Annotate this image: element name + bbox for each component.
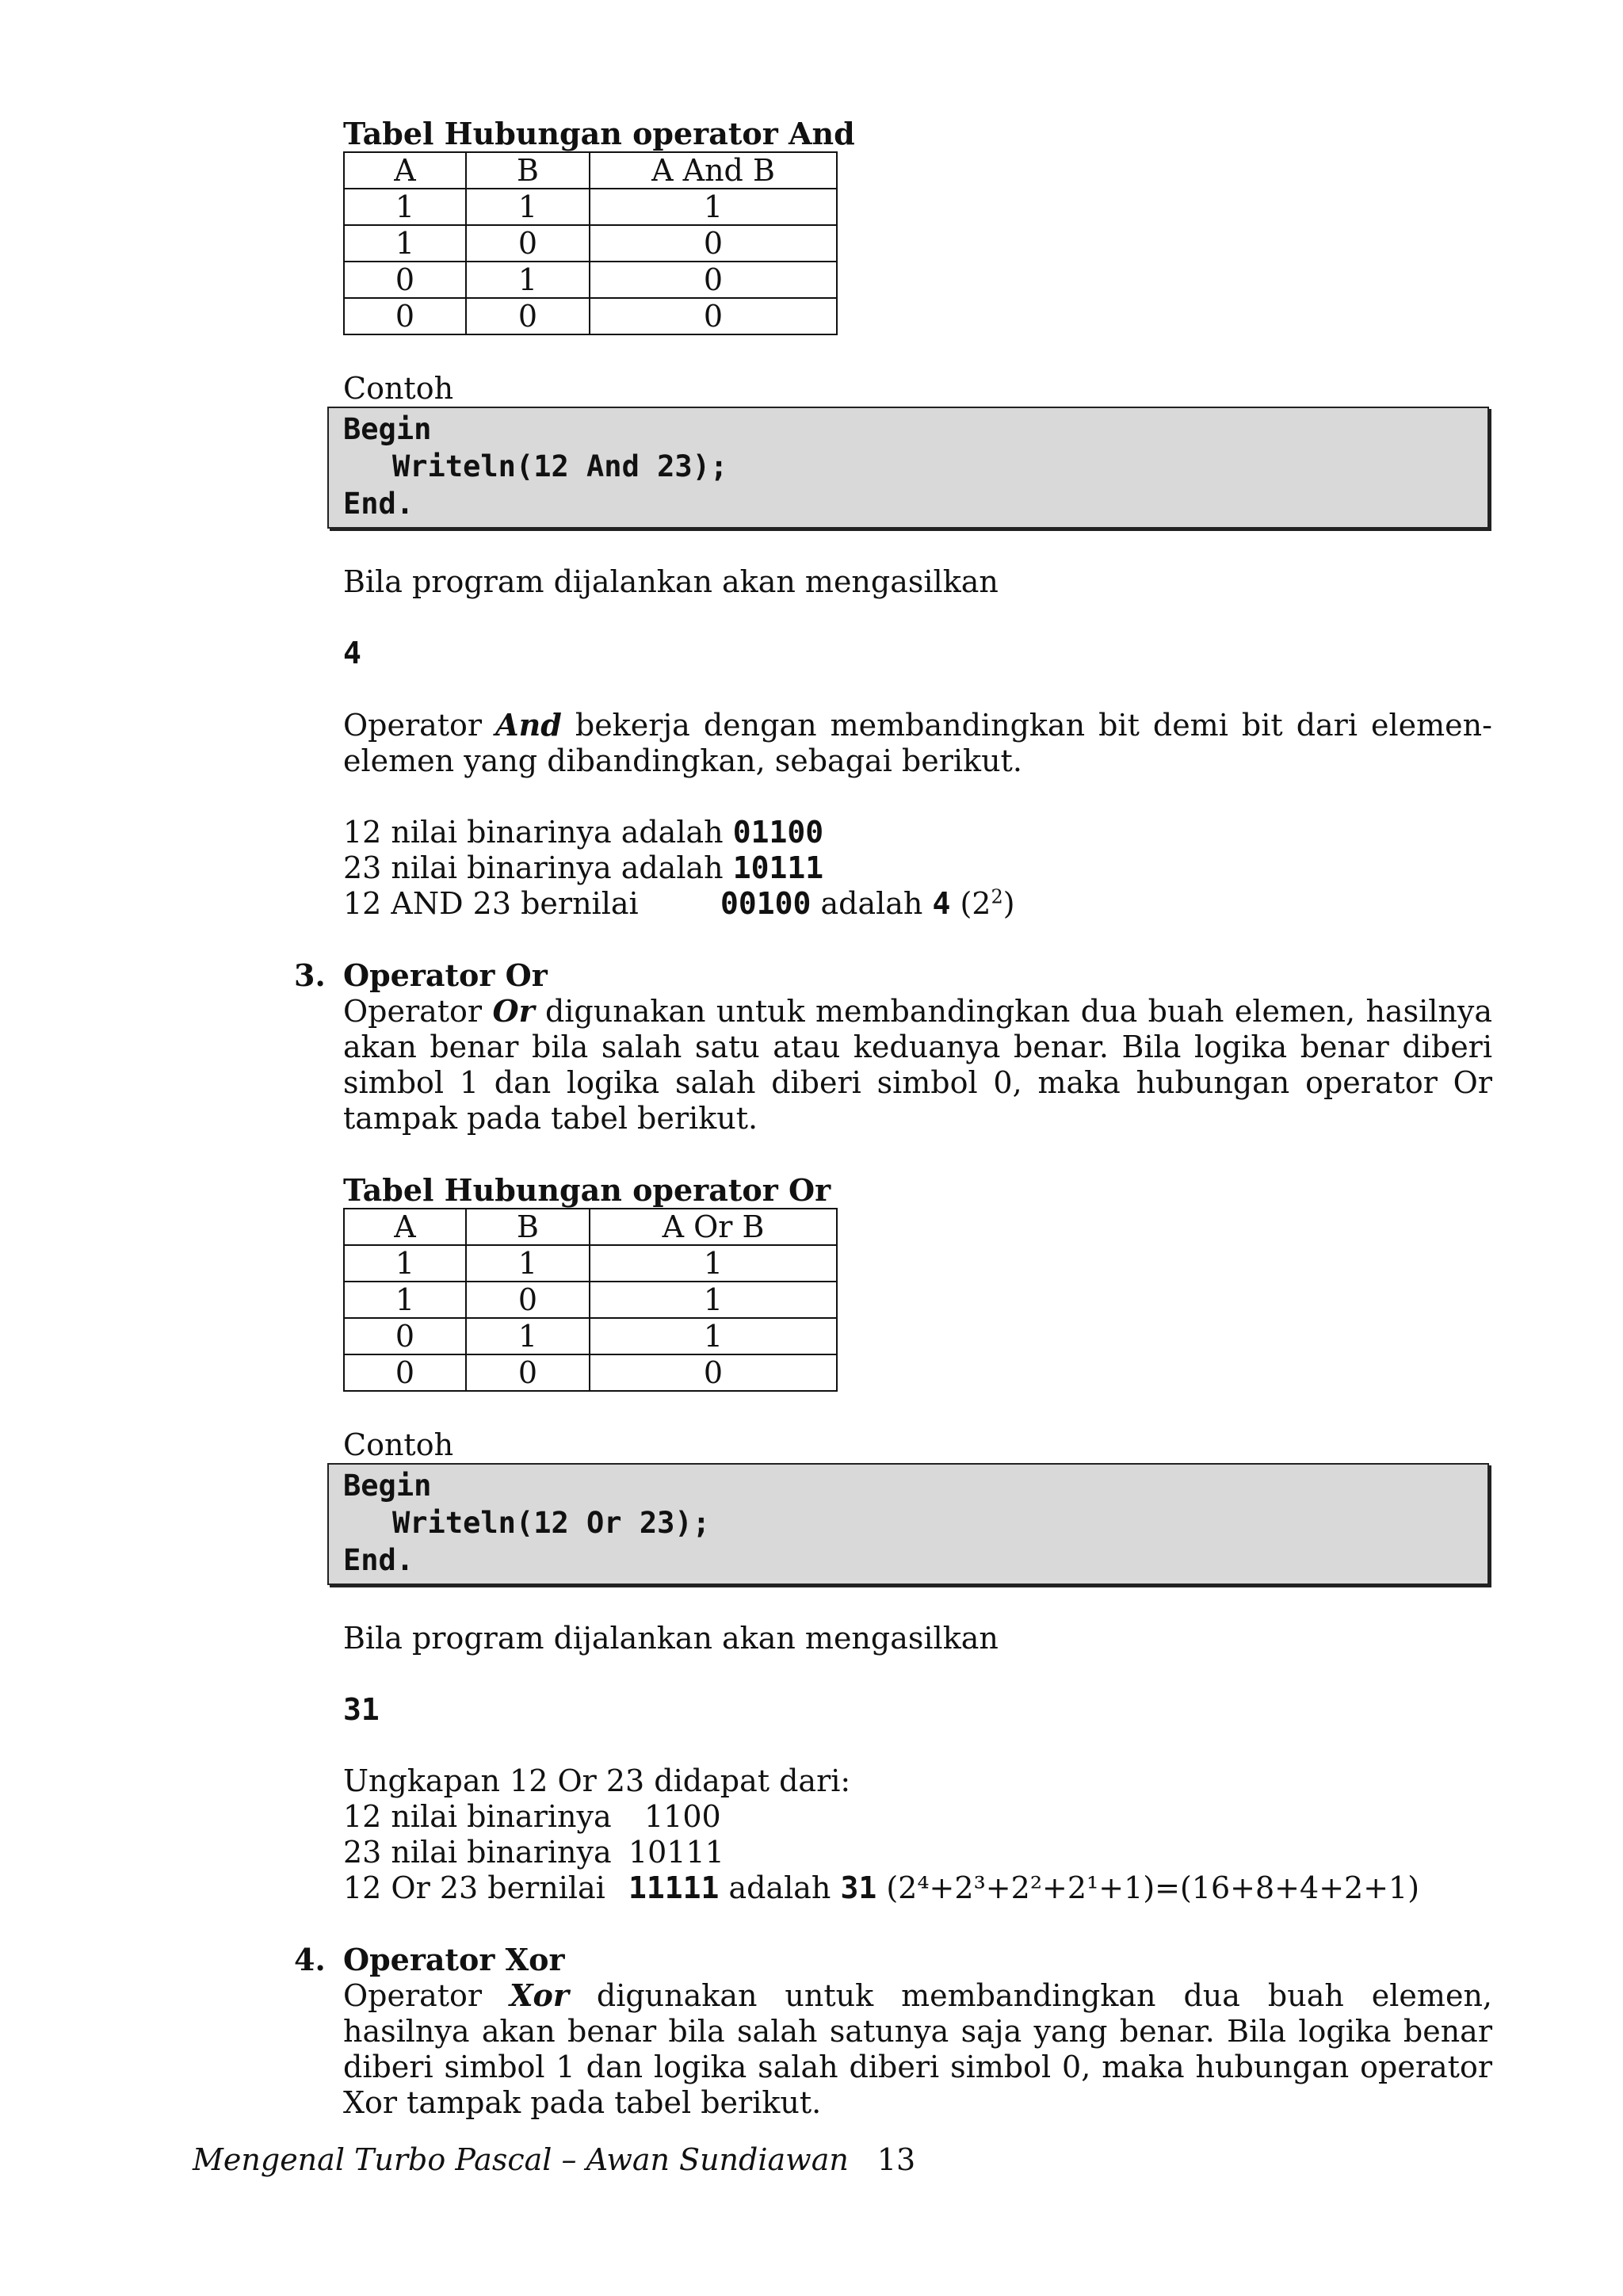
table-cell: 1 bbox=[344, 1245, 466, 1282]
code-line: End. bbox=[343, 1543, 414, 1577]
table-cell: 1 bbox=[590, 1282, 837, 1318]
table-header-row bbox=[344, 1209, 837, 1245]
section-title: Operator Or bbox=[343, 957, 548, 993]
table-row bbox=[344, 262, 837, 298]
and-result-row bbox=[343, 886, 1492, 922]
or-code-block bbox=[327, 1463, 1489, 1585]
binary-label: 12 nilai binarinya adalah bbox=[343, 815, 733, 850]
binary-value: 10111 bbox=[628, 1835, 724, 1870]
page-content bbox=[294, 116, 1492, 2121]
table-cell: 1 bbox=[590, 1245, 837, 1282]
code-line: Writeln(12 And 23); bbox=[392, 449, 728, 483]
table-cell: 0 bbox=[590, 262, 837, 298]
table-header-row bbox=[344, 152, 837, 189]
table-cell: 0 bbox=[344, 1318, 466, 1354]
or-output: 31 bbox=[343, 1692, 380, 1727]
section-title: Operator Xor bbox=[343, 1942, 565, 1977]
and-code-block bbox=[327, 407, 1489, 529]
section-number: 3. bbox=[294, 957, 326, 993]
footer-title: Mengenal Turbo Pascal – Awan Sundiawan bbox=[193, 2142, 849, 2177]
table-cell: 0 bbox=[590, 298, 837, 334]
table-cell: 1 bbox=[466, 262, 590, 298]
table-cell: 0 bbox=[590, 225, 837, 262]
table-cell: 0 bbox=[466, 225, 590, 262]
operator-name: Or bbox=[492, 993, 535, 1029]
desc-text: digunakan untuk membandingkan dua buah elemen, hasilnya akan benar bila salah satu atau keduanya benar. Bila logika benar diberi simbol 1 dan logika salah diberi simbol 0, maka hubungan operator Or tampak pada tabel berikut. bbox=[343, 994, 1492, 1136]
and-table-title: Tabel Hubungan operator And bbox=[343, 116, 855, 151]
result-label: 12 AND 23 bernilai bbox=[343, 886, 639, 921]
page-number: 13 bbox=[876, 2142, 916, 2177]
page-footer bbox=[193, 2142, 915, 2178]
or-derivation-title: Ungkapan 12 Or 23 didapat dari: bbox=[343, 1763, 851, 1798]
table-cell: 1 bbox=[590, 1318, 837, 1354]
binary-label: 23 nilai binarinya adalah bbox=[343, 850, 733, 885]
operator-name: Xor bbox=[510, 1977, 569, 2013]
or-binary-row bbox=[343, 1799, 1492, 1835]
table-row bbox=[344, 1282, 837, 1318]
binary-label: 12 nilai binarinya bbox=[343, 1799, 612, 1834]
result-bits: 00100 bbox=[720, 886, 812, 921]
table-cell: 1 bbox=[466, 1318, 590, 1354]
header-cell: A Or B bbox=[590, 1209, 837, 1245]
and-run-text: Bila program dijalankan akan mengasilkan bbox=[343, 564, 999, 599]
header-cell: A bbox=[344, 152, 466, 189]
binary-value: 1100 bbox=[644, 1799, 721, 1834]
or-truth-table bbox=[343, 1208, 838, 1392]
table-cell: 1 bbox=[344, 1282, 466, 1318]
and-example-label: Contoh bbox=[343, 371, 454, 406]
table-cell: 1 bbox=[590, 189, 837, 225]
desc-text: digunakan untuk membandingkan dua buah elemen, hasilnya akan benar bila salah satunya saja yang benar. Bila logika benar diberi simbol 1 dan logika salah diberi simbol 0, maka hubungan operator Xor tampak pada tabel berikut. bbox=[343, 1978, 1492, 2120]
operator-name: And bbox=[495, 707, 562, 743]
table-cell: 1 bbox=[466, 189, 590, 225]
header-cell: A bbox=[344, 1209, 466, 1245]
table-cell: 0 bbox=[466, 1354, 590, 1391]
and-truth-table bbox=[343, 151, 838, 335]
result-text: (2 bbox=[950, 886, 991, 921]
table-cell: 1 bbox=[344, 189, 466, 225]
xor-description bbox=[343, 1977, 1492, 2121]
code-line: Begin bbox=[343, 1469, 432, 1503]
or-run-text: Bila program dijalankan akan mengasilkan bbox=[343, 1621, 999, 1656]
result-bits: 11111 bbox=[628, 1870, 720, 1905]
desc-text: bekerja dengan membandingkan bit demi bit dari elemen-elemen yang dibandingkan, sebagai berikut. bbox=[343, 708, 1492, 778]
result-text: ) bbox=[1002, 886, 1015, 921]
code-line: Begin bbox=[343, 412, 432, 446]
result-label: 12 Or 23 bernilai bbox=[343, 1870, 605, 1905]
code-line: End. bbox=[343, 487, 414, 521]
result-text: adalah bbox=[811, 886, 933, 921]
and-output: 4 bbox=[343, 636, 361, 670]
table-row bbox=[344, 298, 837, 334]
or-result-row bbox=[343, 1870, 1492, 1906]
and-description bbox=[343, 707, 1492, 779]
or-binary-row bbox=[343, 1835, 1492, 1870]
table-row bbox=[344, 1354, 837, 1391]
desc-text: Operator bbox=[343, 708, 496, 743]
or-table-title: Tabel Hubungan operator Or bbox=[343, 1172, 831, 1208]
xor-heading bbox=[294, 1942, 1492, 1977]
table-cell: 0 bbox=[590, 1354, 837, 1391]
table-cell: 1 bbox=[466, 1245, 590, 1282]
or-description bbox=[343, 993, 1492, 1137]
result-formula: (2⁴+2³+2²+2¹+1)=(16+8+4+2+1) bbox=[876, 1870, 1420, 1905]
code-line: Writeln(12 Or 23); bbox=[392, 1506, 710, 1540]
or-example-label: Contoh bbox=[343, 1427, 454, 1462]
result-value: 4 bbox=[932, 886, 951, 921]
header-cell: A And B bbox=[590, 152, 837, 189]
result-exponent: 2 bbox=[991, 885, 1003, 908]
desc-text: Operator bbox=[343, 994, 493, 1029]
result-text: adalah bbox=[719, 1870, 841, 1905]
binary-value: 01100 bbox=[732, 815, 824, 850]
desc-text: Operator bbox=[343, 1978, 510, 2013]
section-number: 4. bbox=[294, 1942, 326, 1977]
table-cell: 0 bbox=[344, 1354, 466, 1391]
result-value: 31 bbox=[840, 1870, 877, 1905]
header-cell: B bbox=[466, 1209, 590, 1245]
binary-value: 10111 bbox=[732, 850, 824, 885]
table-cell: 1 bbox=[344, 225, 466, 262]
table-cell: 0 bbox=[344, 262, 466, 298]
or-heading bbox=[294, 957, 1492, 993]
and-binary-row bbox=[343, 815, 1492, 850]
and-binary-row bbox=[343, 850, 1492, 886]
table-row bbox=[344, 189, 837, 225]
table-row bbox=[344, 1245, 837, 1282]
table-cell: 0 bbox=[466, 1282, 590, 1318]
header-cell: B bbox=[466, 152, 590, 189]
table-row bbox=[344, 225, 837, 262]
binary-label: 23 nilai binarinya bbox=[343, 1835, 612, 1870]
table-cell: 0 bbox=[344, 298, 466, 334]
table-row bbox=[344, 1318, 837, 1354]
table-cell: 0 bbox=[466, 298, 590, 334]
